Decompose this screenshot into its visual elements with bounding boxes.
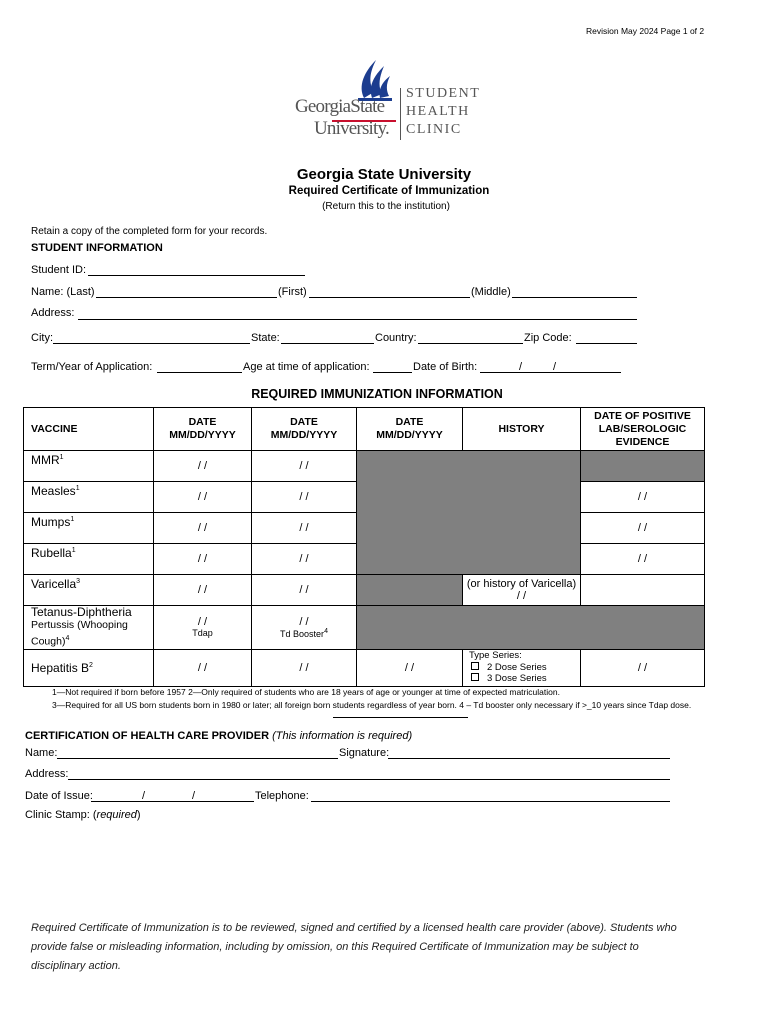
- checkbox-icon[interactable]: [471, 662, 479, 670]
- mmr-date-1[interactable]: / /: [154, 451, 252, 482]
- clinic-stamp-required: required: [96, 809, 137, 821]
- address-label: Address:: [31, 307, 75, 319]
- footnote-sup: 4: [324, 627, 328, 635]
- rubella-positive[interactable]: / /: [581, 544, 705, 575]
- tdap-date[interactable]: [154, 606, 252, 650]
- header-positive: DATE OF POSITIVE LAB/SEROLOGIC EVIDENCE: [581, 408, 705, 451]
- vaccine-varicella: [24, 575, 154, 606]
- date-issue-label: Date of Issue:: [25, 790, 93, 802]
- vaccine-name: Rubella: [31, 546, 72, 560]
- rubella-date-2[interactable]: / /: [252, 544, 357, 575]
- footnote-sup: 1: [70, 516, 75, 523]
- logo-university-line1: GeorgiaState: [295, 96, 385, 117]
- header-date-format: MM/DD/YYYY: [169, 429, 236, 441]
- name-last-label: Name: (Last): [31, 286, 95, 298]
- name-last-field[interactable]: [96, 297, 277, 298]
- page-subtitle: Required Certificate of Immunization: [288, 185, 490, 197]
- state-field[interactable]: [281, 343, 374, 344]
- name-first-field[interactable]: [309, 297, 470, 298]
- gray-block-history: [463, 451, 581, 575]
- mumps-positive[interactable]: / /: [581, 513, 705, 544]
- hepb-date-2[interactable]: / /: [252, 649, 357, 686]
- immunization-table: [23, 407, 705, 687]
- vaccine-name: MMR: [31, 453, 60, 467]
- td-booster-text: Td Booster: [280, 628, 325, 639]
- clinic-stamp-end: ): [136, 809, 141, 821]
- date-issue-field[interactable]: [91, 801, 254, 802]
- footnote-sup: 4: [65, 635, 70, 642]
- page-title: Georgia State University: [296, 166, 472, 183]
- header-date-label: DATE: [395, 416, 424, 428]
- header-vaccine: VACCINE: [24, 408, 154, 451]
- measles-date-2[interactable]: / /: [252, 482, 357, 513]
- varicella-history[interactable]: [463, 575, 581, 606]
- header-date-format: MM/DD/YYYY: [270, 429, 338, 441]
- vaccine-name-line2: Pertussis (Whooping: [31, 619, 128, 631]
- country-field[interactable]: [418, 343, 523, 344]
- vaccine-mmr: [24, 451, 154, 482]
- term-label: Term/Year of Application:: [31, 361, 153, 373]
- signature-field[interactable]: [388, 758, 670, 759]
- hepb-positive[interactable]: / /: [581, 649, 705, 686]
- varicella-positive[interactable]: [581, 575, 705, 606]
- zip-label: Zip Code:: [524, 332, 572, 344]
- header-date-label: DATE: [188, 416, 217, 428]
- vaccine-rubella: [24, 544, 154, 575]
- measles-date-1[interactable]: / /: [154, 482, 252, 513]
- tdap-label: Tdap: [192, 628, 213, 639]
- zip-field[interactable]: [576, 343, 637, 344]
- dob-label: Date of Birth:: [413, 361, 478, 373]
- name-middle-label: (Middle): [471, 286, 511, 298]
- table-row-mmr: [24, 451, 705, 482]
- logo-clinic-line3: CLINIC: [406, 122, 462, 137]
- footnote-2: 3—Required for all US born students born in 1980 or later; all foreign born students regardless of year born. 4 – Td booster only necessary if >_10 years since Tdap dose.: [52, 700, 692, 710]
- header-date-2: [252, 408, 357, 451]
- provider-section-title: [25, 730, 412, 742]
- hepb-date-1[interactable]: / /: [154, 649, 252, 686]
- td-booster-slashes: / /: [299, 615, 309, 628]
- table-header-row: [24, 408, 705, 451]
- varicella-date-2[interactable]: / /: [252, 575, 357, 606]
- table-row-hepb: [24, 649, 705, 686]
- header-date-format: MM/DD/YYYY: [376, 429, 443, 441]
- td-booster-date[interactable]: [252, 606, 357, 650]
- header-date-1: [154, 408, 252, 451]
- provider-address-label: Address:: [25, 768, 69, 780]
- rubella-date-1[interactable]: / /: [154, 544, 252, 575]
- vaccine-name-line3: [31, 632, 153, 649]
- country-label: Country:: [375, 332, 417, 344]
- logo-divider: [400, 88, 401, 140]
- date-issue-sep-2: /: [192, 790, 196, 802]
- name-first-label: (First): [278, 286, 307, 298]
- provider-name-field[interactable]: [57, 758, 338, 759]
- provider-address-field[interactable]: [68, 779, 670, 780]
- retain-note: Retain a copy of the completed form for your records.: [31, 226, 268, 237]
- address-field[interactable]: [78, 319, 637, 320]
- telephone-field[interactable]: [311, 801, 670, 802]
- footnote-1: 1—Not required if born before 1957 2—Only required of students who are 18 years of age or younger at time of expected matriculation.: [52, 687, 560, 697]
- disclaimer: Required Certificate of Immunization is to be reviewed, signed and certified by a licensed health care provider (above). Students who provide false or misleading information, including by omission, on this Required Certificate of Immunization may be subject to disciplinary action.: [31, 922, 677, 972]
- telephone-label: Telephone:: [255, 790, 309, 802]
- student-id-label: Student ID:: [31, 264, 87, 276]
- logo-clinic-line1: STUDENT: [406, 86, 481, 101]
- hepb-date-3[interactable]: / /: [357, 649, 463, 686]
- two-dose-label: 2 Dose Series: [487, 661, 547, 673]
- table-row-varicella: [24, 575, 705, 606]
- mumps-date-2[interactable]: / /: [252, 513, 357, 544]
- revision-text: Revision May 2024 Page 1 of 2: [586, 26, 705, 36]
- dob-sep-2: /: [553, 361, 557, 373]
- three-dose-option[interactable]: [469, 673, 580, 685]
- state-label: State:: [251, 332, 280, 344]
- vaccine-name: Hepatitis B: [31, 660, 90, 675]
- footnote-sup: 1: [59, 454, 64, 461]
- student-id-field[interactable]: [88, 275, 305, 276]
- age-label: Age at time of application:: [243, 361, 370, 373]
- varicella-history-date: / /: [516, 590, 527, 602]
- footnote-sup: 1: [71, 547, 76, 554]
- table-row-tetanus: [24, 606, 705, 650]
- city-field[interactable]: [53, 343, 250, 344]
- term-field[interactable]: [157, 372, 242, 373]
- gsu-logo: [292, 58, 502, 148]
- vaccine-measles: [24, 482, 154, 513]
- varicella-date-3-gray: [357, 575, 463, 606]
- tdap-slashes: / /: [197, 616, 208, 629]
- tetanus-gray: [357, 606, 705, 650]
- provider-title-note: (This information is required): [272, 730, 413, 742]
- provider-title-text: CERTIFICATION OF HEALTH CARE PROVIDER: [25, 730, 270, 742]
- city-label: City:: [31, 332, 53, 344]
- immunization-section-title: REQUIRED IMMUNIZATION INFORMATION: [251, 387, 503, 401]
- varicella-history-note: (or history of Varicella): [466, 578, 577, 590]
- three-dose-label: 3 Dose Series: [487, 673, 547, 685]
- footnote-sup: 3: [76, 578, 81, 585]
- student-section-title: STUDENT INFORMATION: [31, 242, 163, 254]
- dob-sep-1: /: [519, 361, 523, 373]
- logo-university-line2: University.: [314, 118, 389, 139]
- type-series-label: Type Series:: [469, 650, 522, 662]
- footnote-sup: 1: [75, 485, 80, 492]
- logo-clinic-line2: HEALTH: [406, 104, 470, 119]
- date-issue-sep-1: /: [142, 790, 146, 802]
- section-divider: [333, 717, 468, 718]
- mmr-date-2[interactable]: / /: [252, 451, 357, 482]
- td-booster-label: [252, 628, 356, 639]
- footnote-sup: 2: [89, 661, 93, 669]
- signature-label: Signature:: [339, 747, 390, 759]
- dob-field[interactable]: [480, 372, 621, 373]
- header-date-3: [357, 408, 463, 451]
- clinic-stamp-text: Clinic Stamp: (: [25, 809, 97, 821]
- header-history: HISTORY: [463, 408, 581, 451]
- mmr-positive-gray: [581, 451, 705, 482]
- header-date-label: DATE: [290, 416, 318, 428]
- age-field[interactable]: [373, 372, 412, 373]
- vaccine-name-line3-text: Cough): [31, 635, 66, 648]
- gray-block-date3: [357, 451, 463, 575]
- vaccine-name: Mumps: [31, 515, 71, 529]
- name-middle-field[interactable]: [512, 297, 637, 298]
- vaccine-name: Varicella: [31, 577, 77, 591]
- measles-positive[interactable]: / /: [581, 482, 705, 513]
- vaccine-hepb: [24, 649, 154, 686]
- vaccine-name: Tetanus-Diphtheria: [31, 605, 132, 619]
- provider-name-label: Name:: [25, 747, 58, 759]
- clinic-stamp-label: [25, 809, 141, 821]
- vaccine-mumps: [24, 513, 154, 544]
- vaccine-name: Measles: [31, 484, 76, 498]
- page-note: (Return this to the institution): [322, 201, 450, 212]
- mumps-date-1[interactable]: / /: [154, 513, 252, 544]
- checkbox-icon[interactable]: [471, 673, 479, 681]
- varicella-date-1[interactable]: / /: [154, 575, 252, 606]
- two-dose-option[interactable]: [469, 662, 580, 674]
- hepb-history: [463, 649, 581, 686]
- vaccine-tetanus: [24, 606, 154, 650]
